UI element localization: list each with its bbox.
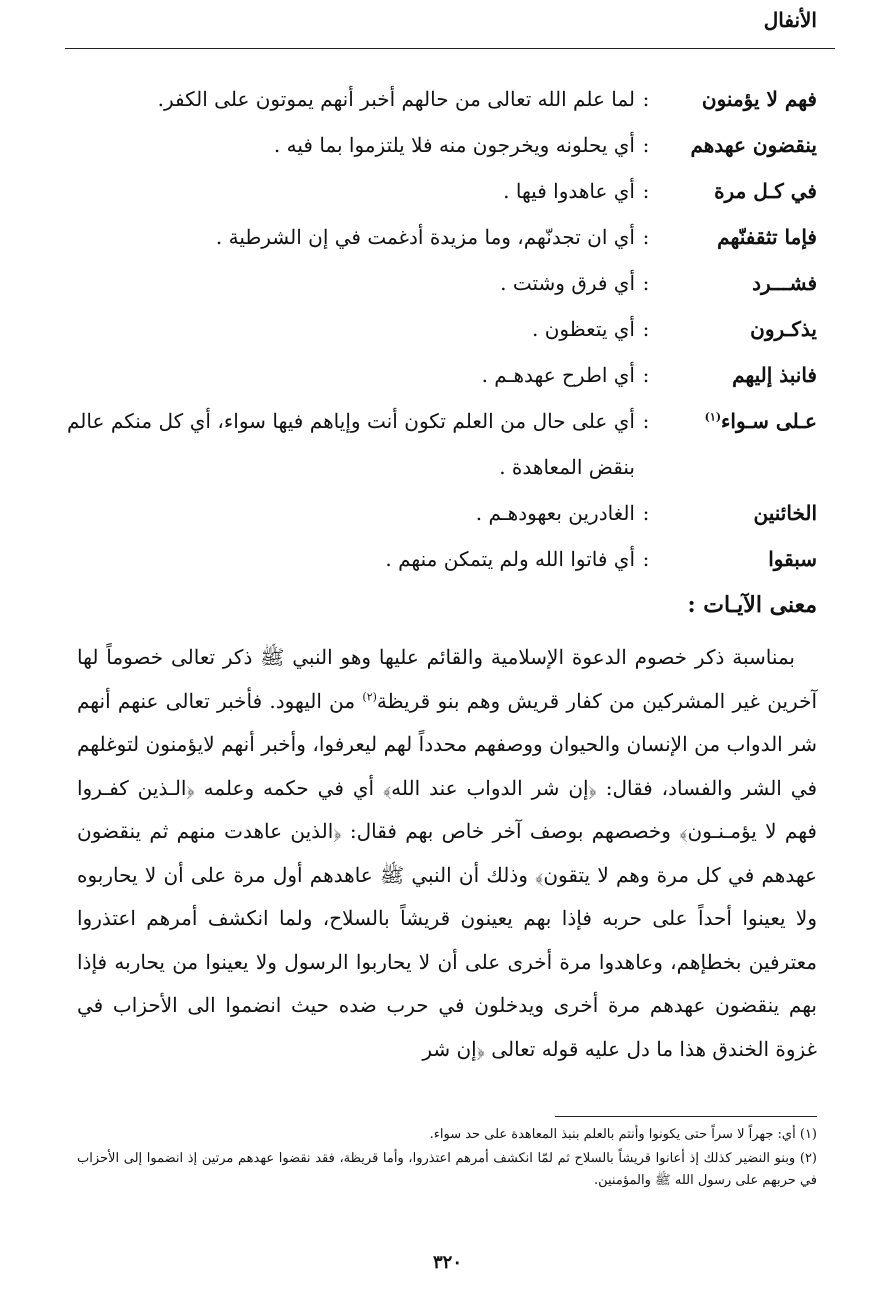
glossary-definition: الغادرين بعهودهـم . — [475, 501, 635, 525]
glossary-term: فهم لا يؤمنون — [701, 87, 817, 111]
glossary-definition: لما علم الله تعالى من حالهم أخبر أنهم يموتون على الكفر. — [157, 87, 635, 111]
glossary-definition: أي فاتوا الله ولم يتمكن منهم . — [385, 547, 635, 571]
glossary-list — [67, 76, 817, 582]
footnote-1: (١) أي: جهراً لا سراً حتى يكونوا وأنتم بالعلم بنبذ المعاهدة على حد سواء. — [429, 1127, 817, 1142]
glossary-colon: : — [642, 87, 650, 111]
glossary-term: ينقضون عهدهم — [690, 133, 817, 157]
glossary-term: سبقوا — [768, 547, 817, 571]
glossary-row — [67, 306, 817, 352]
glossary-colon: : — [642, 225, 650, 249]
footnote-ref-1: (١) — [704, 410, 722, 424]
glossary-term: يذكـرون — [750, 317, 817, 341]
footnote-2: (٢) وبنو النضير كذلك إذ أعانوا قريشاً بالسلاح ثم لمّا انكشف أمرهم اعتذروا، وأما قريظة، فقد نقضوا عهدهم مرتين إذ انضموا إلى الأحزاب في حربهم على رسول الله ﷺ والمؤمنين. — [77, 1151, 817, 1188]
glossary-colon: : — [642, 409, 650, 433]
running-header: الأنفال — [763, 8, 817, 32]
glossary-row — [67, 536, 817, 582]
glossary-colon: : — [642, 133, 650, 157]
glossary-term: في كـل مرة — [714, 179, 817, 203]
glossary-colon: : — [642, 501, 650, 525]
glossary-term-text: عـلى سـواء — [721, 409, 817, 433]
page-number: ٣٢٠ — [432, 1252, 462, 1273]
glossary-definition: أي يتعظون . — [532, 317, 635, 341]
glossary-colon: : — [642, 363, 650, 387]
glossary-row — [67, 490, 817, 536]
body-text-part-2: من اليهود. فأخبر تعالى عنهم أنهم شر الدواب من الإنسان والحيوان ووصفهم محدداً لهم ليعرفوا، وأخبر أنهم لايؤمنون لتوغلهم في الشر والفساد، فقال: ﴿إن شر الدواب عند الله﴾ أي في حكمه وعلمه ﴿الـذين كفـروا فهم لا يؤمـنـون﴾ وخصصهم بوصف آخر خاص بهم فقال: ﴿الذين عاهدت منهم ثم ينقضون عهدهم في كل مرة وهم لا يتقون﴾ وذلك أن النبي ﷺ عاهدهم أول مرة على أن لا يحاربوه ولا يعينوا أحداً على حربه فإذا بهم يعينون قريشاً بالسلاح، ولما انكشف أمرهم اعتذروا معترفين بخطإهم، وعاهدوا مرة أخرى على أن لا يحاربوا الرسول ولا يعينوا من يحاربه فإذا بهم ينقضون عهدهم مرة أخرى ويدخلون في حرب ضده حيث انضموا الى الأحزاب في غزوة الخندق هذا ما دل عليه قوله تعالى ﴿إن شر — [77, 688, 817, 1061]
glossary-row — [67, 122, 817, 168]
glossary-row — [67, 214, 817, 260]
glossary-definition: أي يحلونه ويخرجون منه فلا يلتزموا بما فيه . — [273, 133, 635, 157]
glossary-row — [67, 352, 817, 398]
glossary-definition: أي ان تجدنّهم، وما مزيدة أدغمت في إن الشرطية . — [215, 225, 635, 249]
footnote-rule — [555, 1116, 817, 1117]
glossary-term: الخائنين — [753, 501, 817, 525]
glossary-definition: أي فرق وشتت . — [500, 271, 635, 295]
glossary-colon: : — [642, 547, 650, 571]
glossary-colon: : — [642, 271, 650, 295]
glossary-term: فانبذ إليهم — [732, 363, 817, 387]
glossary-row — [67, 168, 817, 214]
body-text-part-1: بمناسبة ذكر خصوم الدعوة الإسلامية والقائم عليها وهو النبي ﷺ ذكر تعالى خصوماً لها آخرين غير المشركين من كفار قريش وهم بنو قريظة — [77, 645, 817, 713]
glossary-term: فإما تثقفنّهم — [717, 225, 817, 249]
footnote-ref-2: (٢) — [362, 689, 377, 703]
body-paragraph — [77, 636, 817, 1071]
footnotes — [77, 1124, 817, 1194]
glossary-colon: : — [642, 179, 650, 203]
glossary-row — [67, 398, 817, 490]
glossary-definition: أي عاهدوا فيها . — [503, 179, 635, 203]
glossary-row — [67, 76, 817, 122]
glossary-colon: : — [642, 317, 650, 341]
glossary-definition: أي اطرح عهدهـم . — [481, 363, 635, 387]
glossary-term: فشـــرد — [752, 271, 817, 295]
glossary-row — [67, 260, 817, 306]
glossary-term — [657, 398, 817, 444]
glossary-definition: أي على حال من العلم تكون أنت وإياهم فيها سواء، أي كل منكم عالم بنقض المعاهدة . — [67, 409, 635, 479]
header-rule — [65, 48, 835, 49]
section-title: معنى الآيـات : — [687, 592, 817, 618]
